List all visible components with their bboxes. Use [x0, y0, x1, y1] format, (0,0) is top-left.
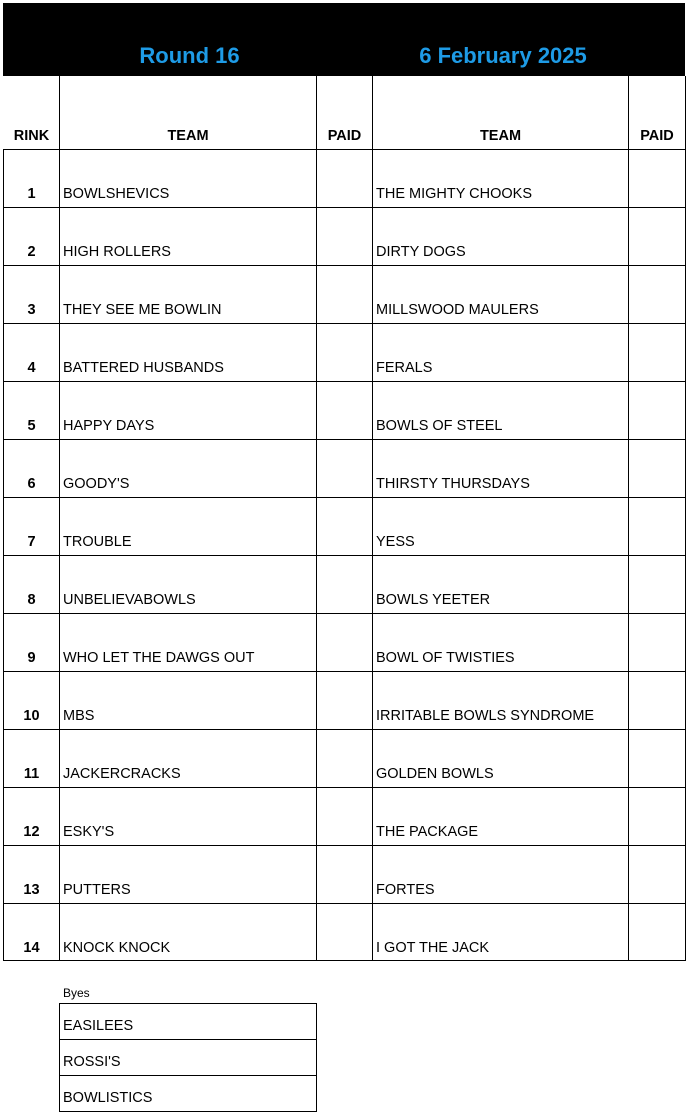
rink-number: 9	[27, 650, 36, 666]
team-a-name: KNOCK KNOCK	[63, 940, 171, 956]
rink-number: 8	[27, 592, 36, 608]
grid-vertical-line	[59, 1003, 60, 1112]
rink-number: 12	[23, 824, 40, 840]
rink-number: 6	[27, 476, 36, 492]
rink-number: 4	[27, 360, 36, 376]
team-b-name: BOWLS YEETER	[376, 592, 491, 608]
bye-team: BOWLISTICS	[63, 1090, 153, 1106]
team-a-name: PUTTERS	[63, 882, 131, 898]
table-row	[0, 150, 688, 208]
table-row	[0, 440, 688, 498]
table-row	[0, 846, 688, 904]
column-header-rink: RINK	[13, 128, 50, 144]
team-b-name: IRRITABLE BOWLS SYNDROME	[376, 708, 595, 724]
team-a-name: UNBELIEVABOWLS	[63, 592, 196, 608]
date-label: 6 February 2025	[419, 43, 587, 68]
team-a-name: BATTERED HUSBANDS	[63, 360, 224, 376]
column-header-paid-a: PAID	[327, 128, 362, 144]
rink-number: 13	[23, 882, 40, 898]
table-row	[0, 324, 688, 382]
rink-number: 1	[27, 186, 36, 202]
column-header-team-b: TEAM	[479, 128, 522, 144]
team-b-name: GOLDEN BOWLS	[376, 766, 494, 782]
rink-number: 2	[27, 244, 36, 260]
team-b-name: FERALS	[376, 360, 433, 376]
bye-team: ROSSI'S	[63, 1054, 121, 1070]
team-b-name: MILLSWOOD MAULERS	[376, 302, 539, 318]
team-a-name: HIGH ROLLERS	[63, 244, 171, 260]
team-a-name: MBS	[63, 708, 95, 724]
table-row	[0, 788, 688, 846]
table-row	[0, 208, 688, 266]
team-b-name: THE MIGHTY CHOOKS	[376, 186, 533, 202]
team-a-name: GOODY'S	[63, 476, 130, 492]
rink-number: 10	[23, 708, 40, 724]
grid-horizontal-line	[59, 1003, 317, 1004]
grid-horizontal-line	[59, 1111, 317, 1112]
rink-number: 11	[23, 766, 40, 782]
team-b-name: BOWL OF TWISTIES	[376, 650, 515, 666]
team-b-name: FORTES	[376, 882, 435, 898]
rink-number: 7	[27, 534, 36, 550]
team-b-name: BOWLS OF STEEL	[376, 418, 503, 434]
round-label: Round 16	[139, 43, 240, 68]
team-b-name: DIRTY DOGS	[376, 244, 466, 260]
team-b-name: THE PACKAGE	[376, 824, 479, 840]
table-row	[0, 382, 688, 440]
column-header-team-a: TEAM	[167, 128, 209, 144]
team-a-name: ESKY'S	[63, 824, 115, 840]
team-a-name: JACKERCRACKS	[63, 766, 181, 782]
table-row	[0, 556, 688, 614]
grid-vertical-line	[316, 1003, 317, 1112]
table-row	[0, 266, 688, 324]
table-row	[0, 672, 688, 730]
column-header-paid-b: PAID	[640, 128, 674, 144]
team-a-name: THEY SEE ME BOWLIN	[63, 302, 222, 318]
byes-title: Byes	[63, 986, 90, 1000]
table-row	[0, 498, 688, 556]
table-row	[0, 904, 688, 962]
grid-horizontal-line	[59, 1075, 317, 1076]
bye-team: EASILEES	[63, 1018, 134, 1034]
table-row	[0, 730, 688, 788]
rink-number: 3	[27, 302, 36, 318]
rink-number: 5	[27, 418, 36, 434]
team-a-name: TROUBLE	[63, 534, 132, 550]
team-a-name: BOWLSHEVICS	[63, 186, 170, 202]
team-a-name: HAPPY DAYS	[63, 418, 155, 434]
team-b-name: YESS	[376, 534, 415, 550]
grid-horizontal-line	[59, 1039, 317, 1040]
table-row	[0, 614, 688, 672]
rink-number: 14	[23, 940, 40, 956]
team-a-name: WHO LET THE DAWGS OUT	[63, 650, 255, 666]
team-b-name: I GOT THE JACK	[376, 940, 490, 956]
header-bar	[3, 3, 685, 76]
team-b-name: THIRSTY THURSDAYS	[376, 476, 530, 492]
